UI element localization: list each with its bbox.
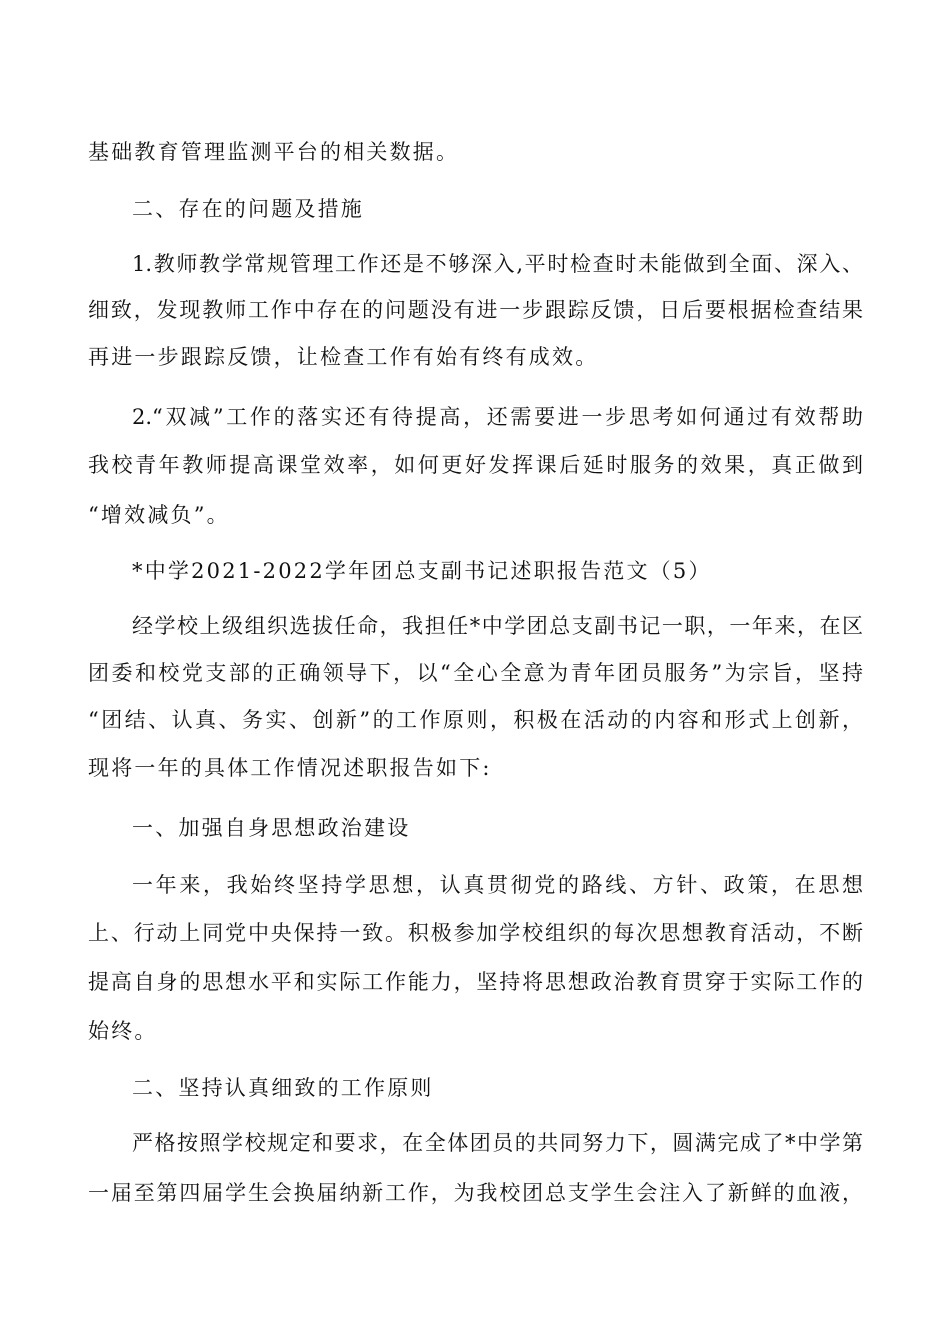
text-line: 再进一步跟踪反馈，让检查工作有始有终有成效。 — [88, 345, 599, 369]
text-line: 一届至第四届学生会换届纳新工作，为我校团总支学生会注入了新鲜的血液， — [88, 1181, 863, 1205]
section-heading: 一、加强自身思想政治建设 — [132, 816, 411, 840]
text-line: 细致，发现教师工作中存在的问题没有进一步跟踪反馈，日后要根据检查结果 — [88, 298, 863, 322]
text-line: 现将一年的具体工作情况述职报告如下: — [88, 756, 492, 780]
section-heading: 二、坚持认真细致的工作原则 — [132, 1076, 434, 1100]
section-heading: 二、存在的问题及措施 — [132, 197, 364, 221]
text-line: “增效减负”。 — [88, 503, 230, 527]
text-line: 基础教育管理监测平台的相关数据。 — [88, 140, 460, 164]
text-line: 经学校上级组织选拔任命，我担任*中学团总支副书记一职，一年来，在区 — [132, 614, 863, 638]
text-line: 严格按照学校规定和要求，在全体团员的共同努力下，圆满完成了*中学第 — [132, 1131, 863, 1155]
text-line: 团委和校党支部的正确领导下，以“全心全意为青年团员服务”为宗旨，坚持 — [88, 661, 863, 685]
report-title: *中学2021-2022学年团总支副书记述职报告范文（5） — [132, 559, 712, 583]
text-line: 我校青年教师提高课堂效率，如何更好发挥课后延时服务的效果，真正做到 — [88, 453, 863, 477]
text-line: 提高自身的思想水平和实际工作能力，坚持将思想政治教育贯穿于实际工作的 — [88, 970, 863, 994]
text-line: 上、行动上同党中央保持一致。积极参加学校组织的每次思想教育活动，不断 — [88, 921, 863, 945]
text-line: “团结、认真、务实、创新”的工作原则，积极在活动的内容和形式上创新， — [88, 708, 863, 732]
text-line: 始终。 — [88, 1019, 158, 1043]
text-line: 一年来，我始终坚持学思想，认真贯彻党的路线、方针、政策，在思想 — [132, 873, 863, 897]
text-line: 2.“双减”工作的落实还有待提高，还需要进一步思考如何通过有效帮助 — [132, 405, 863, 429]
text-line: 1.教师教学常规管理工作还是不够深入,平时检查时未能做到全面、深入、 — [132, 252, 863, 276]
